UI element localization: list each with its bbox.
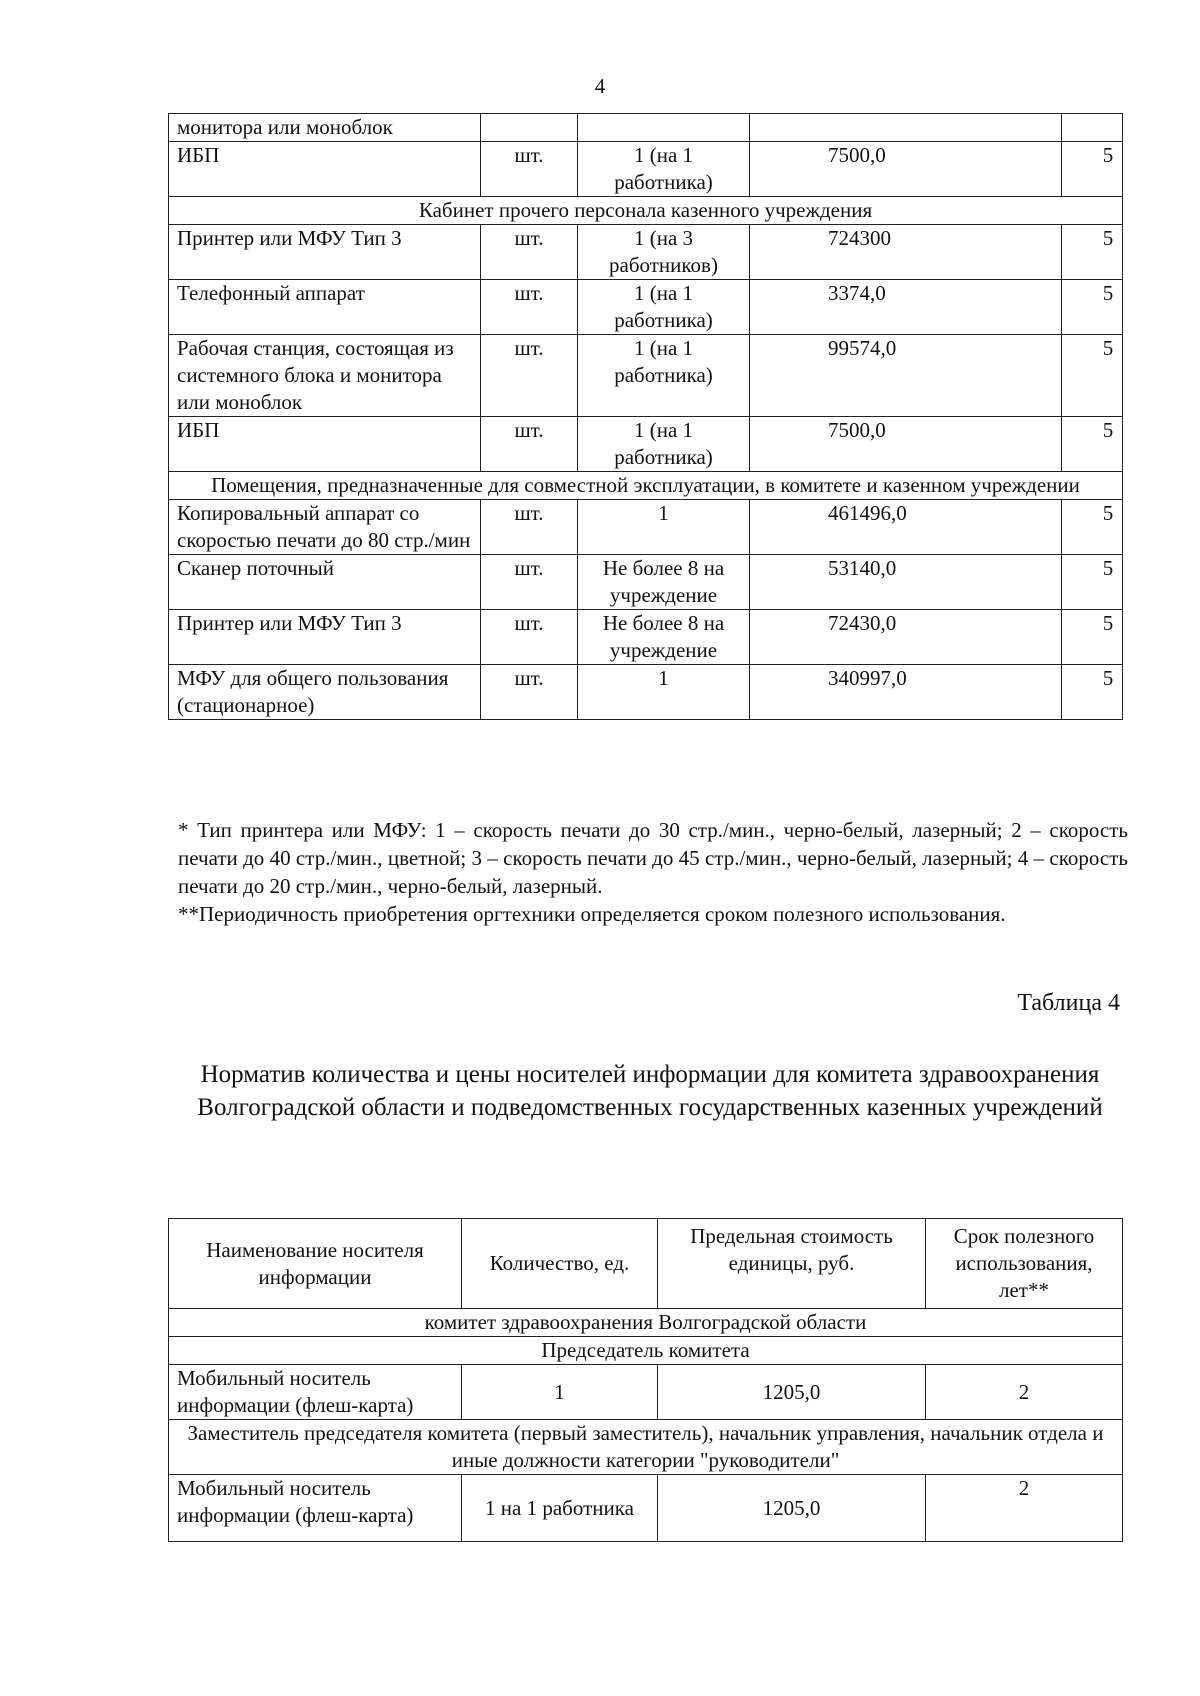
- section-row: [169, 1420, 1123, 1475]
- header-name: Наименование носителя информации: [169, 1219, 462, 1309]
- cell-name: Копировальный аппарат со скоростью печати до 80 стр./мин: [169, 500, 481, 555]
- cell-price: 7500,0: [750, 142, 1062, 197]
- table-row: [169, 225, 1123, 280]
- cell-price: 1205,0: [658, 1365, 926, 1420]
- cell-price: 53140,0: [750, 555, 1062, 610]
- header-row: [169, 1219, 1123, 1309]
- table-row: [169, 1365, 1123, 1420]
- cell-unit: шт.: [481, 500, 578, 555]
- page-number: 4: [594, 74, 606, 98]
- header-price: Предельная стоимость единицы, руб.: [658, 1219, 926, 1309]
- cell-quantity: 1: [462, 1365, 658, 1420]
- cell-quantity: 1 (на 1 работника): [578, 142, 750, 197]
- cell-years: 2: [926, 1365, 1123, 1420]
- cell-unit: шт.: [481, 665, 578, 720]
- cell-years: 5: [1062, 142, 1123, 197]
- header-years: Срок полезного использования, лет**: [926, 1219, 1123, 1309]
- cell-name: Телефонный аппарат: [169, 280, 481, 335]
- cell-years: 5: [1062, 555, 1123, 610]
- cell-price: 99574,0: [750, 335, 1062, 417]
- table-row: [169, 555, 1123, 610]
- cell-unit: шт.: [481, 225, 578, 280]
- footnote-printer-types: * Тип принтера или МФУ: 1 – скорость печати до 30 стр./мин., черно-белый, лазерный; 2 – скорость печати до 40 стр./мин., цветной; 3 – скорость печати до 45 стр./мин., черно-белый, лазерный; 4 – скорость печати до 20 стр./мин., черно-белый, лазерный.: [178, 818, 1128, 898]
- cell-name: Принтер или МФУ Тип 3: [169, 225, 481, 280]
- cell-years: 2: [926, 1475, 1123, 1542]
- cell-name: Рабочая станция, состоящая из системного блока и монитора или моноблок: [169, 335, 481, 417]
- cell-quantity: 1: [578, 665, 750, 720]
- section-chairman: Председатель комитета: [169, 1337, 1123, 1365]
- table-row: [169, 1475, 1123, 1542]
- section-row: [169, 1309, 1123, 1337]
- cell-quantity: 1 (на 3 работников): [578, 225, 750, 280]
- cell-years: 5: [1062, 280, 1123, 335]
- section-deputies: Заместитель председателя комитета (первый заместитель), начальник управления, начальник отдела и иные должности категории "руководители": [169, 1420, 1123, 1475]
- table-title: Норматив количества и цены носителей информации для комитета здравоохранения Волгоградской области и подведомственных государственных казенных учреждений: [197, 1061, 1103, 1121]
- section-title: Кабинет прочего персонала казенного учреждения: [169, 197, 1123, 225]
- cell-price: 340997,0: [750, 665, 1062, 720]
- section-title: Помещения, предназначенные для совместной эксплуатации, в комитете и казенном учреждении: [169, 472, 1123, 500]
- table-row: [169, 280, 1123, 335]
- media-norms-table: [168, 1218, 1123, 1542]
- section-row: [169, 197, 1123, 225]
- cell-name: ИБП: [169, 417, 481, 472]
- cell-name: МФУ для общего пользования (стационарное): [169, 665, 481, 720]
- section-row: [169, 1337, 1123, 1365]
- equipment-table: [168, 113, 1123, 720]
- cell-price: 461496,0: [750, 500, 1062, 555]
- cell-years: 5: [1062, 225, 1123, 280]
- cell-price: 72430,0: [750, 610, 1062, 665]
- cell-quantity: Не более 8 на учреждение: [578, 555, 750, 610]
- cell-unit: шт.: [481, 555, 578, 610]
- cell-years: 5: [1062, 500, 1123, 555]
- section-row: [169, 472, 1123, 500]
- cell-quantity: 1 на 1 работника: [462, 1475, 658, 1542]
- cell-unit: шт.: [481, 610, 578, 665]
- cell-quantity: 1 (на 1 работника): [578, 417, 750, 472]
- cell-years: [1062, 114, 1123, 142]
- table-row: [169, 142, 1123, 197]
- cell-years: 5: [1062, 665, 1123, 720]
- section-committee: комитет здравоохранения Волгоградской области: [169, 1309, 1123, 1337]
- cell-price: [750, 114, 1062, 142]
- cell-quantity: 1: [578, 500, 750, 555]
- cell-unit: шт.: [481, 417, 578, 472]
- cell-price: 1205,0: [658, 1475, 926, 1542]
- cell-unit: шт.: [481, 142, 578, 197]
- cell-name: Мобильный носитель информации (флеш-карта): [169, 1475, 462, 1542]
- cell-unit: [481, 114, 578, 142]
- table-row: [169, 335, 1123, 417]
- cell-price: 7500,0: [750, 417, 1062, 472]
- cell-years: 5: [1062, 417, 1123, 472]
- cell-years: 5: [1062, 610, 1123, 665]
- cell-price: 724300: [750, 225, 1062, 280]
- table-label: Таблица 4: [1017, 990, 1120, 1016]
- cell-years: 5: [1062, 335, 1123, 417]
- footnotes: [178, 816, 1128, 928]
- cell-quantity: 1 (на 1 работника): [578, 335, 750, 417]
- cell-quantity: [578, 114, 750, 142]
- cell-name: Сканер поточный: [169, 555, 481, 610]
- cell-name: Мобильный носитель информации (флеш-карта): [169, 1365, 462, 1420]
- table-row: [169, 665, 1123, 720]
- cell-unit: шт.: [481, 335, 578, 417]
- cell-price: 3374,0: [750, 280, 1062, 335]
- cell-name: ИБП: [169, 142, 481, 197]
- cell-unit: шт.: [481, 280, 578, 335]
- cell-quantity: 1 (на 1 работника): [578, 280, 750, 335]
- cell-name: Принтер или МФУ Тип 3: [169, 610, 481, 665]
- cell-name: монитора или моноблок: [169, 114, 481, 142]
- table-row: [169, 610, 1123, 665]
- table-row: [169, 114, 1123, 142]
- cell-quantity: Не более 8 на учреждение: [578, 610, 750, 665]
- footnote-periodicity: **Периодичность приобретения оргтехники определяется сроком полезного использования.: [178, 902, 1006, 926]
- header-quantity: Количество, ед.: [462, 1219, 658, 1309]
- table-row: [169, 417, 1123, 472]
- table-row: [169, 500, 1123, 555]
